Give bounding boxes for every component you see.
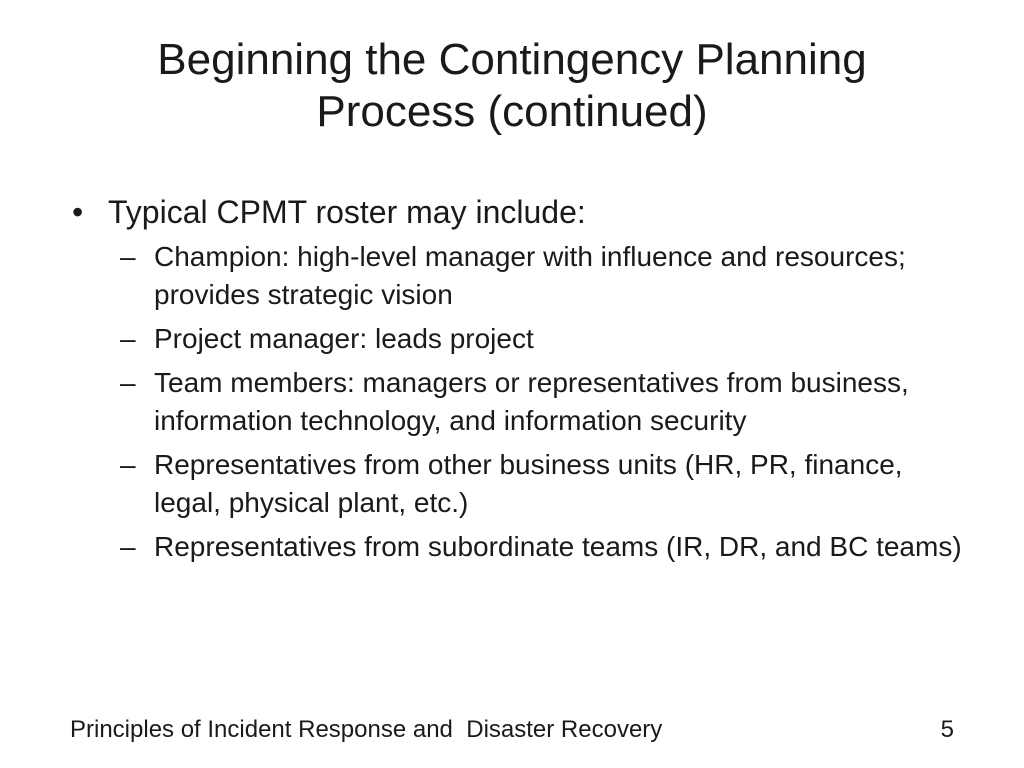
slide-body [72,192,962,572]
sub-bullet-item [120,238,962,314]
sub-bullet-marker: – [120,367,136,398]
bullet-marker: • [72,194,84,230]
sub-bullet-item [120,320,962,358]
sub-bullet-text: Representatives from other business units (HR, PR, finance, legal, physical plant, etc.) [154,449,903,518]
sub-bullet-text: Project manager: leads project [154,323,534,354]
bullet-text: Typical CPMT roster may include: [108,194,586,230]
sub-bullet-item [120,364,962,440]
sub-bullet-text: Representatives from subordinate teams (IR, DR, and BC teams) [154,531,962,562]
slide-title [60,34,964,138]
sub-bullet-text: Team members: managers or representatives from business, information technology, and information security [154,367,909,436]
sub-bullet-text: Champion: high-level manager with influence and resources; provides strategic vision [154,241,906,310]
slide-footer: Principles of Incident Response and Disaster Recovery [70,716,663,743]
sub-bullet-marker: – [120,323,136,354]
sub-bullet-marker: – [120,241,136,272]
sub-bullet-item [120,528,962,566]
sub-bullet-item [120,446,962,522]
slide-title-line-2: Process (continued) [316,87,708,136]
slide-title-line-1: Beginning the Contingency Planning [157,35,867,84]
sub-bullet-marker: – [120,531,136,562]
bullet-item [72,192,962,232]
page-number: 5 [940,716,954,743]
sub-bullet-marker: – [120,449,136,480]
sub-bullet-list [120,238,962,566]
